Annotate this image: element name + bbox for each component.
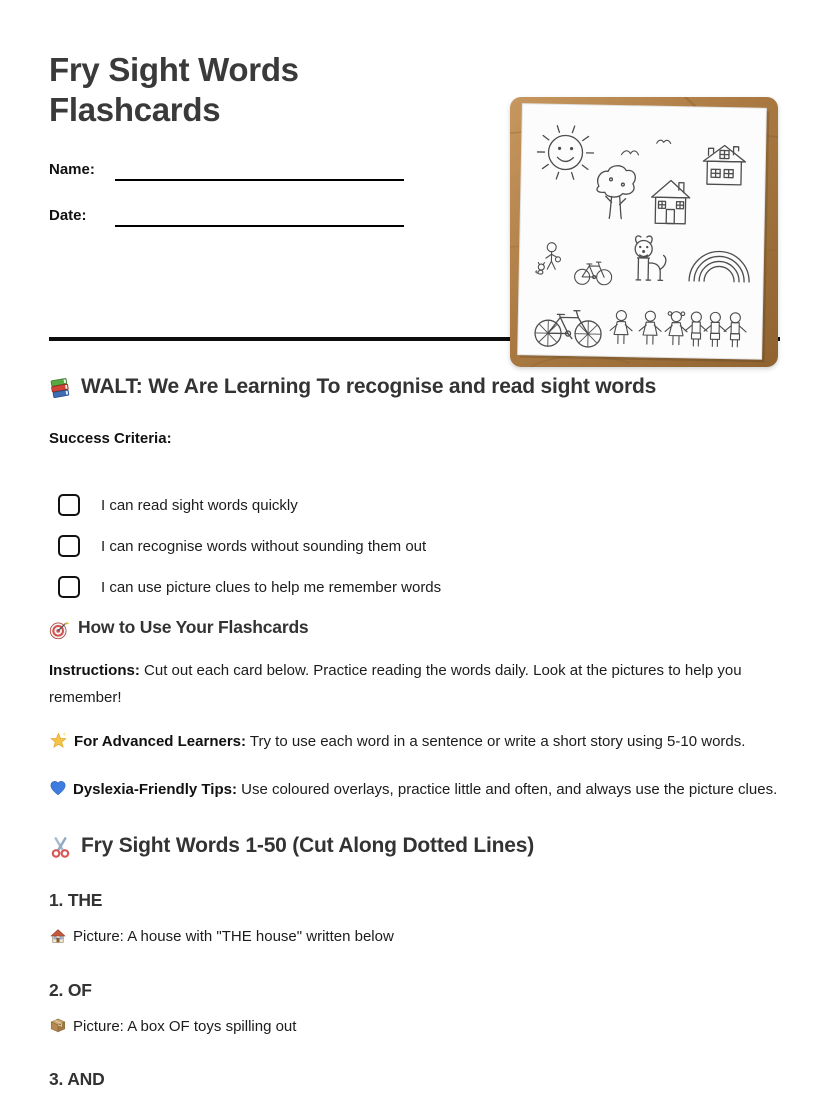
criterion-checkbox[interactable] xyxy=(58,535,80,557)
date-input-line[interactable] xyxy=(115,205,404,227)
dyslexia-tips-text: Use coloured overlays, practice little and often, and always use the picture clues. xyxy=(241,780,778,798)
advanced-learners-paragraph xyxy=(49,728,780,759)
name-input-line[interactable] xyxy=(115,159,404,181)
card-picture-text: Picture: A box OF toys spilling out xyxy=(73,1017,297,1035)
package-icon xyxy=(49,1016,67,1041)
criterion-checkbox[interactable] xyxy=(58,576,80,598)
advanced-learners-text: Try to use each word in a sentence or write a short story using 5-10 words. xyxy=(249,733,746,750)
success-criteria-label: Success Criteria: xyxy=(49,430,172,447)
name-label: Name: xyxy=(49,161,95,178)
advanced-learners-label: For Advanced Learners: xyxy=(74,733,246,750)
success-criteria-list xyxy=(49,494,780,598)
instructions-text: Cut out each card below. Practice reading the words daily. Look at the pictures to help you remember! xyxy=(49,662,742,706)
flashcards-heading-text: Fry Sight Words 1-50 (Cut Along Dotted Lines) xyxy=(81,834,535,857)
card-word-title: 3. AND xyxy=(49,1069,105,1089)
scissors-icon xyxy=(49,836,72,862)
how-to-use-heading-text: How to Use Your Flashcards xyxy=(78,617,309,637)
page-title: Fry Sight Words Flashcards xyxy=(49,51,299,128)
criterion-label: I can use picture clues to help me remember words xyxy=(101,578,442,596)
house-icon xyxy=(49,927,67,952)
criterion-label: I can recognise words without sounding them out xyxy=(101,537,427,555)
worksheet-page xyxy=(0,50,828,1118)
blue-heart-icon xyxy=(49,779,67,806)
card-word-title: 2. OF xyxy=(49,979,92,1000)
instructions-paragraph xyxy=(49,657,780,711)
card-picture-caption xyxy=(49,926,780,952)
flashcards-heading xyxy=(49,833,780,862)
criterion-row xyxy=(49,576,780,598)
criterion-label: I can read sight words quickly xyxy=(101,496,298,514)
how-to-use-heading xyxy=(49,617,780,640)
glowing-star-icon xyxy=(49,731,68,759)
criterion-row xyxy=(49,535,780,557)
card-picture-caption xyxy=(49,1016,780,1042)
instructions-label: Instructions: xyxy=(49,662,140,679)
criterion-checkbox[interactable] xyxy=(58,494,80,516)
target-icon xyxy=(49,620,69,640)
card-word-title: 1. THE xyxy=(49,890,103,910)
books-icon xyxy=(49,377,72,403)
kids-drawing-photo xyxy=(510,97,778,367)
card-picture-text: Picture: A house with "THE house" written below xyxy=(73,928,394,945)
dyslexia-tips-label: Dyslexia-Friendly Tips: xyxy=(73,780,237,798)
date-label: Date: xyxy=(49,207,87,224)
criterion-row xyxy=(49,494,780,516)
walt-heading xyxy=(49,374,780,403)
walt-heading-text: WALT: We Are Learning To recognise and read sight words xyxy=(81,375,657,398)
dyslexia-tips-paragraph xyxy=(49,776,780,807)
